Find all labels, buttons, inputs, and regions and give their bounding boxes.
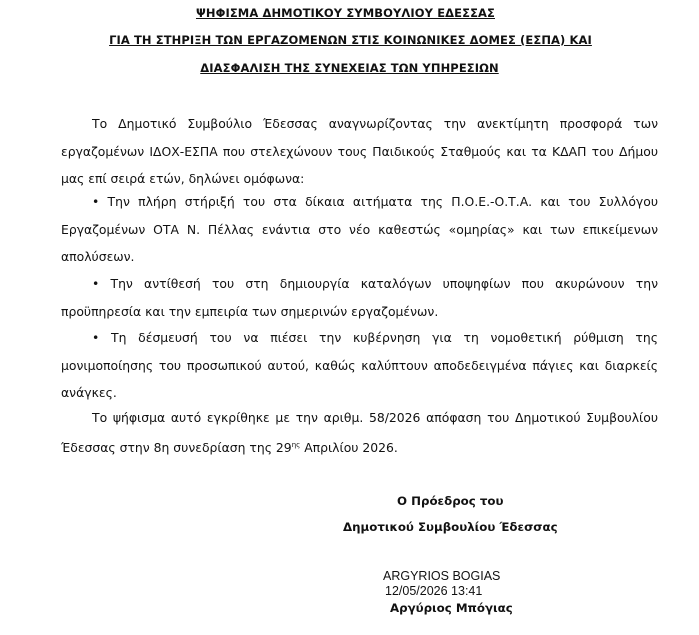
document-title-line-2: ΓΙΑ ΤΗ ΣΤΗΡΙΞΗ ΤΩΝ ΕΡΓΑΖΟΜΕΝΩΝ ΣΤΙΣ ΚΟΙΝΩΝΙΚΕΣ ΔΟΜΕΣ (ΕΣΠΑ) ΚΑΙ [109, 33, 592, 47]
bullet-paragraph-commitment: • Τη δέσμευσή του να πιέσει την κυβέρνηση για τη νομοθετική ρύθμιση της μονιμοποίησης του προσωπικού αυτού, καθώς καλύπτουν αποδεδειγμένα πάγιες και διαρκείς ανάγκες. [61, 330, 658, 400]
document-title-line-1: ΨΗΦΙΣΜΑ ΔΗΜΟΤΙΚΟΥ ΣΥΜΒΟΥΛΙΟΥ ΕΔΕΣΣΑΣ [195, 6, 495, 20]
signatory-role-line-2: Δημοτικού Συμβουλίου Έδεσσας [343, 520, 558, 534]
signatory-name: Αργύριος Μπόγιας [390, 601, 513, 615]
ordinal-superscript: ης [291, 440, 301, 449]
closing-text-end: Απριλίου 2026. [300, 439, 398, 455]
closing-text: Το ψήφισμα αυτό εγκρίθηκε με την αριθμ. 58/2026 απόφαση του Δημοτικού Συμβουλίου Έδεσσας στην 8η συνεδρίαση της 29 [61, 410, 658, 455]
closing-paragraph [61, 404, 658, 461]
digital-signature-name: ARGYRIOS BOGIAS [383, 569, 501, 583]
bullet-paragraph-opposition: • Την αντίθεσή του στη δημιουργία καταλόγων υποψηφίων που ακυρώνουν την προϋπηρεσία και την εμπειρία των σημερινών εργαζομένων. [61, 276, 658, 319]
document-title-line-3: ΔΙΑΣΦΑΛΙΣΗ ΤΗΣ ΣΥΝΕΧΕΙΑΣ ΤΩΝ ΥΠΗΡΕΣΙΩΝ [200, 61, 499, 75]
intro-paragraph: Το Δημοτικό Συμβούλιο Έδεσσας αναγνωρίζοντας την ανεκτίμητη προσφορά των εργαζομένων ΙΔΟΧ-ΕΣΠΑ που στελεχώνουν τους Παιδικούς Σταθμούς και τα ΚΔΑΠ του Δήμου μας επί σειρά ετών, δηλώνει ομόφωνα: [61, 116, 658, 186]
digital-signature-timestamp: 12/05/2026 13:41 [385, 584, 483, 598]
signatory-role-line-1: Ο Πρόεδρος του [397, 494, 504, 508]
bullet-paragraph-support: • Την πλήρη στήριξή του στα δίκαια αιτήματα της Π.Ο.Ε.-Ο.Τ.Α. και του Συλλόγου Εργαζομένων ΟΤΑ Ν. Πέλλας ενάντια στο νέο καθεστώς «ομηρίας» και των επικείμενων απολύσεων. [61, 194, 658, 264]
